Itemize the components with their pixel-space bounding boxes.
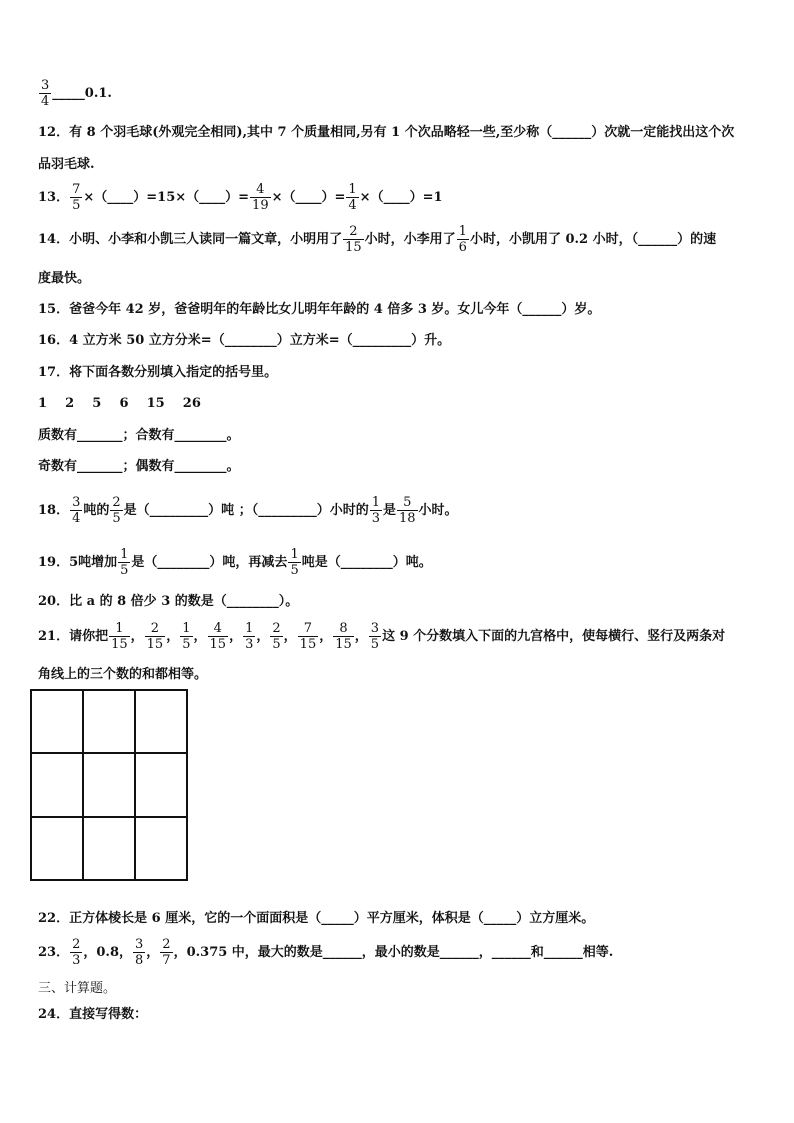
separator: ， [193, 629, 207, 644]
fraction: $\frac{2}{15}$ [146, 621, 164, 652]
separator: ， [256, 629, 270, 644]
answer-blank[interactable]: _____ [52, 86, 85, 101]
fraction: $\frac{7}{5}$ [72, 182, 81, 213]
grid-cell[interactable] [31, 753, 83, 816]
separator: ， [283, 629, 297, 644]
fraction: $\frac{2}{7}$ [162, 937, 171, 968]
question-21-cont: 角线上的三个数的和都相等。 [38, 667, 208, 682]
fraction: $\frac{8}{15}$ [335, 621, 352, 652]
fraction: $\frac{1}{4}$ [348, 182, 357, 213]
fraction: $\frac{2}{15}$ [345, 224, 362, 255]
fraction: $\frac{4}{15}$ [209, 621, 227, 652]
fraction: $\frac{3}{4}$ [41, 78, 50, 109]
grid-cell[interactable] [31, 817, 83, 880]
question-11: $\frac{3}{4}$ _____0.1. [41, 78, 112, 109]
question-18: 18． $\frac{3}{4}$ 吨的 $\frac{2}{5}$ 是（_________）吨 ；（_________）小时的 $\frac{1}{3}$ 是 $\frac{5}{18}$ 小时。 [38, 495, 458, 526]
question-24: 24．直接写得数： [38, 1007, 148, 1022]
fraction: $\frac{3}{8}$ [135, 937, 144, 968]
question-12-cont: 品羽毛球. [38, 157, 95, 172]
grid-cell[interactable] [135, 690, 187, 753]
fraction: $\frac{2}{5}$ [272, 621, 281, 652]
question-14: 14．小明、小李和小凯三人读同一篇文章，小明用了 $\frac{2}{15}$ 小时，小李用了 $\frac{1}{6}$ 小时，小凯用了 0.2 小时，（______）的速 [38, 224, 717, 255]
number-list: 1 2 5 6 15 26 [38, 396, 201, 411]
question-23: 23． $\frac{2}{3}$ ，0.8， $\frac{3}{8}$ ， $\frac{2}{7}$ ，0.375 中，最大的数是______，最小的数是______，______和______相等. [38, 937, 614, 968]
separator: ， [319, 629, 333, 644]
question-22: 22．正方体棱长是 6 厘米，它的一个面面积是（_____）平方厘米，体积是（_____）立方厘米。 [38, 911, 595, 926]
grid-cell[interactable] [135, 753, 187, 816]
fraction: $\frac{3}{4}$ [72, 495, 81, 526]
question-17: 17．将下面各数分别填入指定的括号里。 [38, 365, 278, 380]
section-heading: 三、计算题。 [38, 981, 117, 996]
fraction: $\frac{2}{3}$ [72, 937, 81, 968]
fraction: $\frac{1}{3}$ [245, 621, 254, 652]
fraction: $\frac{5}{18}$ [399, 495, 416, 526]
prime-composite-line: 质数有_______；合数有________。 [38, 428, 240, 443]
fraction: $\frac{1}{3}$ [371, 495, 380, 526]
question-13: 13． $\frac{7}{5}$ ×（____）=15×（____）= $\frac{4}{19}$ ×（____）= $\frac{1}{4}$ ×（____）=1 [38, 182, 443, 213]
separator: ， [229, 629, 243, 644]
separator: ， [130, 629, 144, 644]
question-12: 12．有 8 个羽毛球(外观完全相同),其中 7 个质量相同,另有 1 个次品略轻一些,至少称（______）次就一定能找出这个次 [38, 125, 735, 140]
fraction: $\frac{1}{15}$ [111, 621, 128, 652]
fraction: $\frac{1}{5}$ [182, 621, 191, 652]
fraction: $\frac{3}{5}$ [370, 621, 380, 652]
question-16: 16．4 立方米 50 立方分米=（________）立方米=（_________）升。 [38, 333, 451, 348]
grid-cell[interactable] [83, 753, 135, 816]
separator: ， [166, 629, 180, 644]
question-21: 21．请你把 $\frac{1}{15}$ ， $\frac{2}{15}$ ， $\frac{1}{5}$ ， $\frac{4}{15}$ ， $\frac{1}{3}$ ， $\frac{2}{5}$ ， $\frac{7}{15}$ ， $\frac{8}{15}$ ， $\frac{3}{5}$ 这 9 个分数填入下面的九宫格中，使每横行、竖行及两条对 [38, 621, 726, 652]
fraction: $\frac{7}{15}$ [299, 621, 317, 652]
question-19: 19．5吨增加 $\frac{1}{5}$ 是（________）吨，再减去 $\frac{1}{5}$ 吨是（________）吨。 [38, 547, 432, 578]
grid-cell[interactable] [83, 817, 135, 880]
fraction: $\frac{1}{6}$ [458, 224, 467, 255]
grid-cell[interactable] [83, 690, 135, 753]
fraction: $\frac{2}{5}$ [112, 495, 121, 526]
fraction: $\frac{4}{19}$ [252, 182, 269, 213]
grid-cell[interactable] [31, 690, 83, 753]
grid-cell[interactable] [135, 817, 187, 880]
fraction: $\frac{1}{5}$ [120, 547, 129, 578]
odd-even-line: 奇数有_______；偶数有________。 [38, 459, 240, 474]
question-14-cont: 度最快。 [38, 271, 91, 286]
question-20: 20．比 a 的 8 倍少 3 的数是（________）。 [38, 594, 299, 609]
magic-square-grid [30, 689, 188, 881]
fraction: $\frac{1}{5}$ [290, 547, 299, 578]
separator: ， [354, 629, 368, 644]
question-15: 15．爸爸今年 42 岁，爸爸明年的年龄比女儿明年年龄的 4 倍多 3 岁。女儿今年（______）岁。 [38, 302, 601, 317]
